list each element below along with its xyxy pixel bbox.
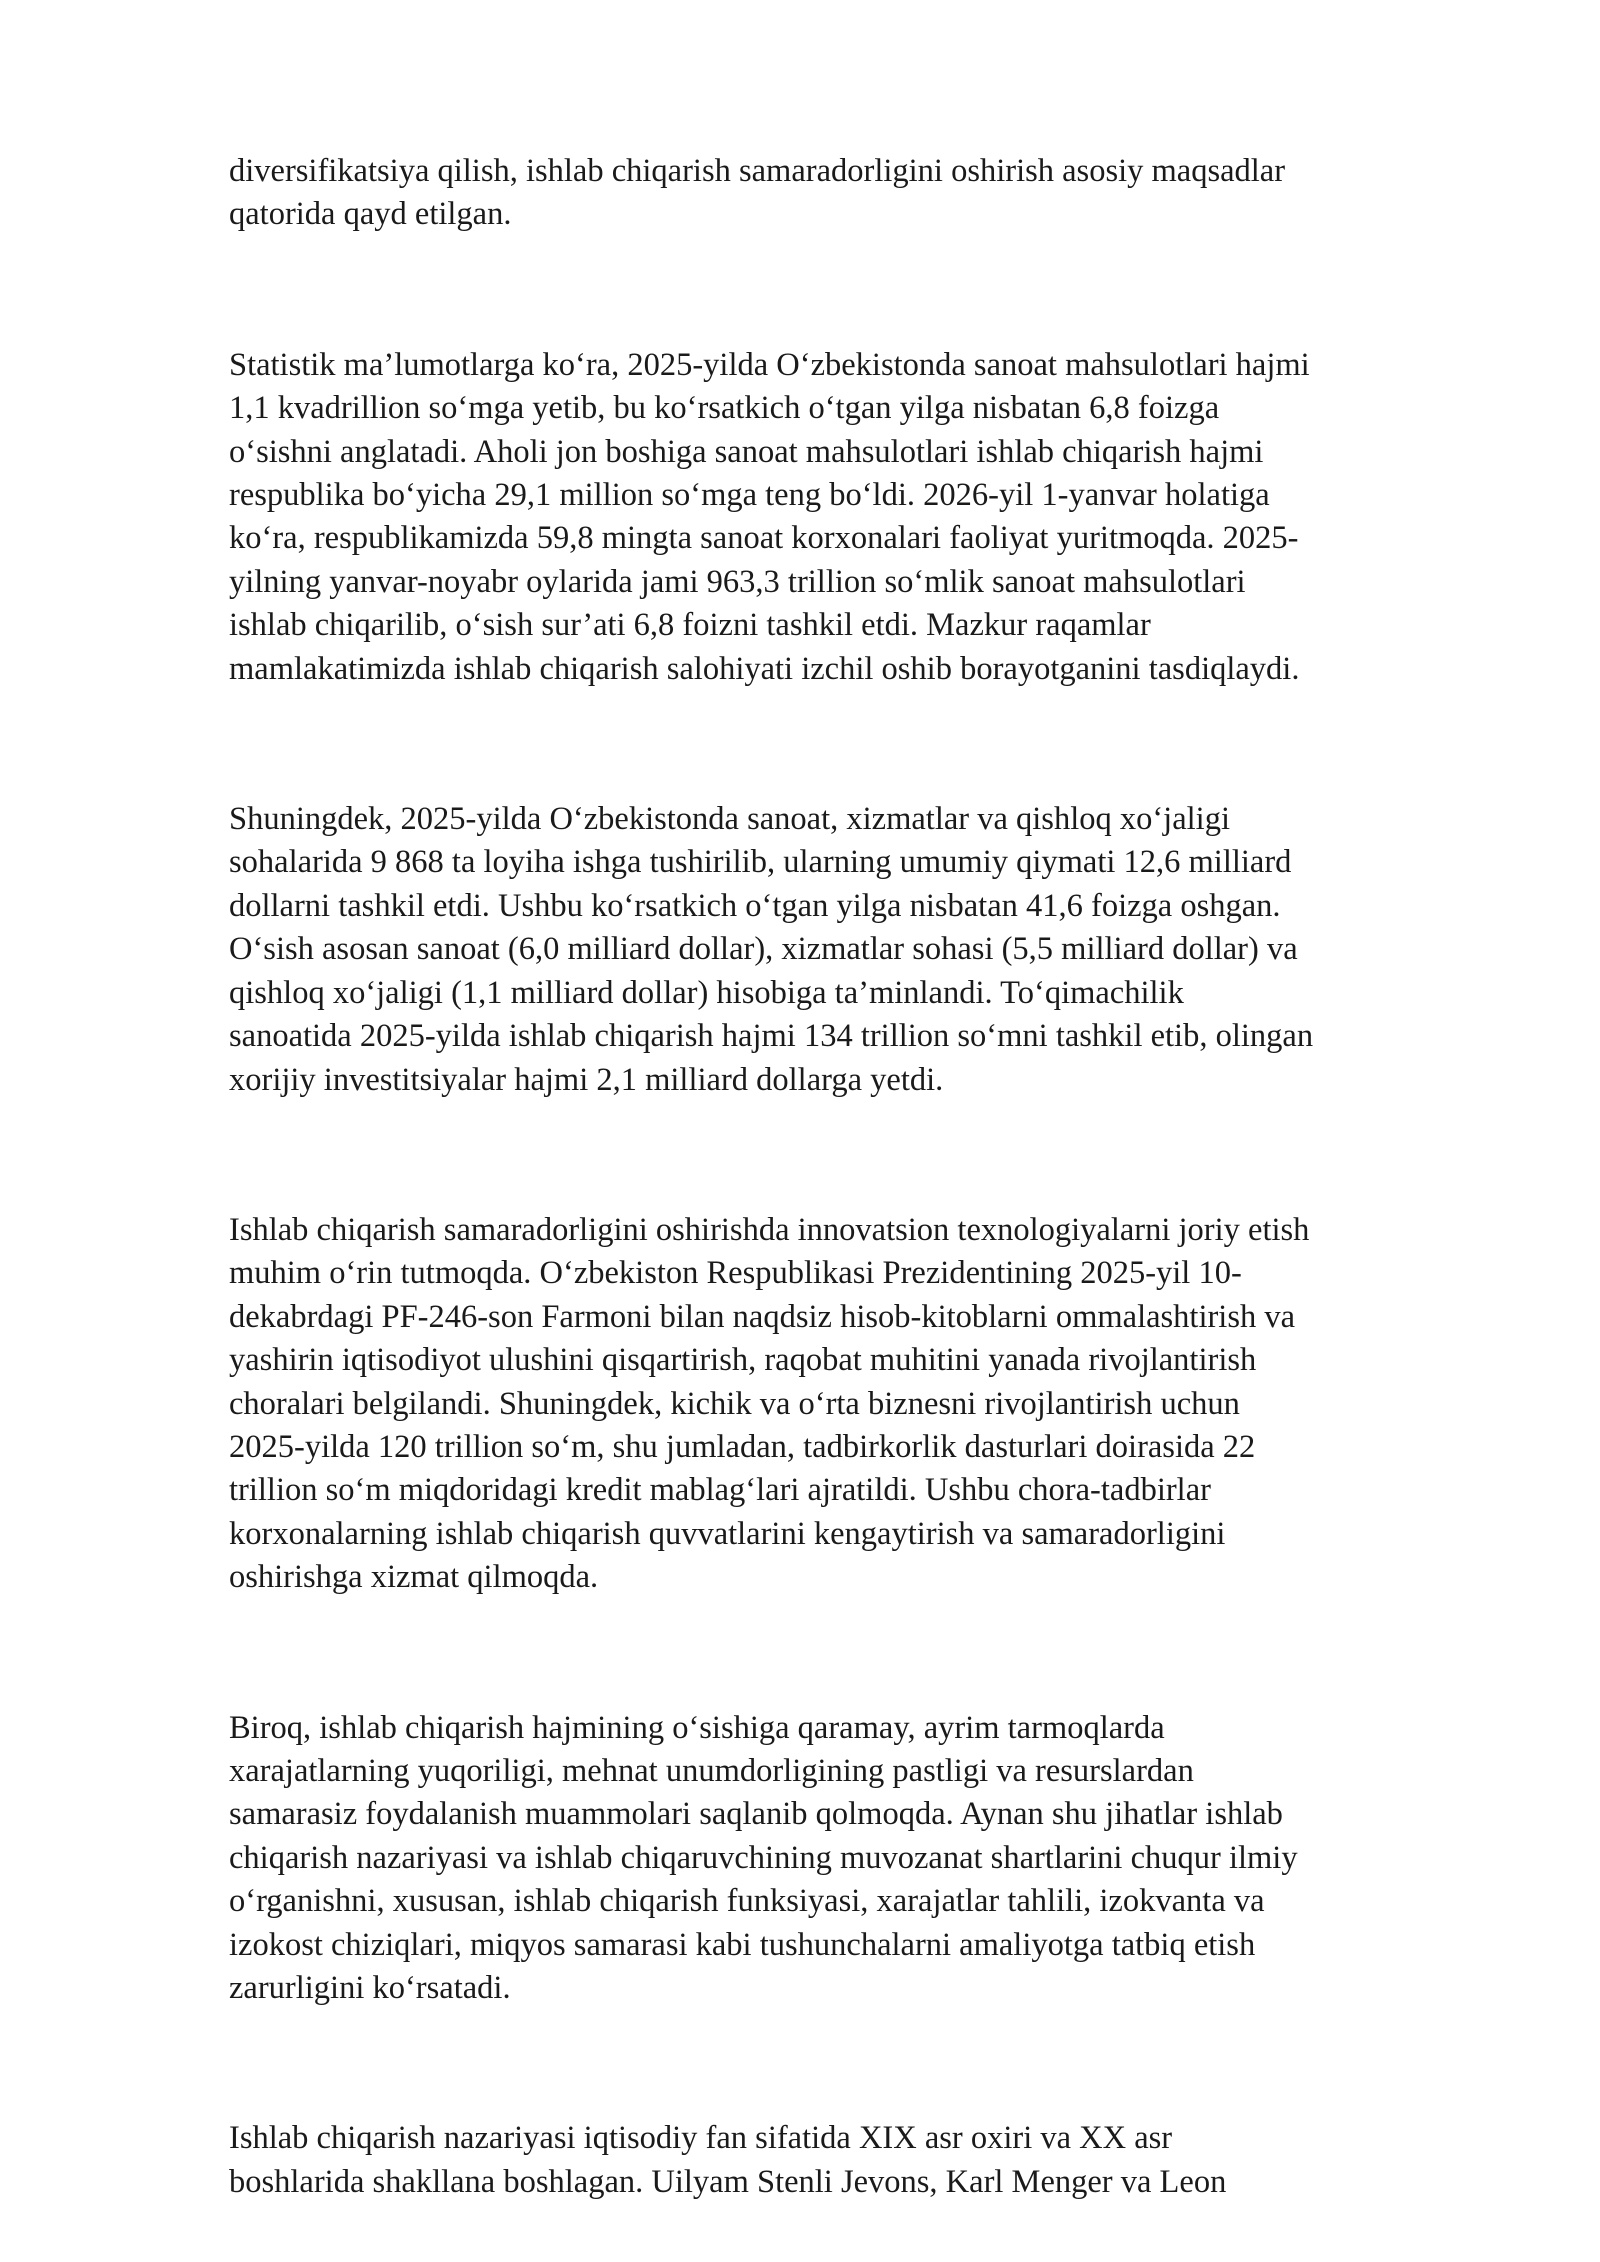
text-line: dollarni tashkil etdi. Ushbu ko‘rsatkich o‘tgan yilga nisbatan 41,6 foizga oshgan. (229, 887, 1281, 924)
text-line: izokost chiziqlari, miqyos samarasi kabi tushunchalarni amaliyotga tatbiq etish (229, 1926, 1256, 1963)
text-line: samarasiz foydalanish muammolari saqlanib qolmoqda. Aynan shu jihatlar ishlab (229, 1796, 1283, 1833)
text-line: xarajatlarning yuqoriligi, mehnat unumdorligining pastligi va resurslardan (229, 1752, 1194, 1789)
text-line: sanoatida 2025-yilda ishlab chiqarish hajmi 134 trillion so‘mni tashkil etib, olingan (229, 1018, 1314, 1055)
text-line: Ishlab chiqarish nazariyasi iqtisodiy fan sifatida XIX asr oxiri va XX asr (229, 2120, 1173, 2157)
text-line: qatorida qayd etilgan. (229, 196, 512, 233)
text-line: o‘sishni anglatadi. Aholi jon boshiga sanoat mahsulotlari ishlab chiqarish hajmi (229, 433, 1264, 470)
text-line: Statistik ma’lumotlarga ko‘ra, 2025-yilda O‘zbekistonda sanoat mahsulotlari hajmi (229, 346, 1310, 383)
text-line: choralari belgilandi. Shuningdek, kichik va o‘rta biznesni rivojlantirish uchun (229, 1385, 1240, 1422)
paragraph-statistics (229, 344, 1489, 691)
paragraph-innovation (229, 1209, 1489, 1600)
text-line: 2025-yilda 120 trillion so‘m, shu jumladan, tadbirkorlik dasturlari doirasida 22 (229, 1428, 1256, 1465)
paragraph-projects (229, 798, 1489, 1102)
text-line: mamlakatimizda ishlab chiqarish salohiyati izchil oshib borayotganini tasdiqlaydi. (229, 650, 1300, 687)
text-line: muhim o‘rin tutmoqda. O‘zbekiston Respublikasi Prezidentining 2025-yil 10- (229, 1255, 1242, 1292)
paragraph-challenges (229, 1707, 1489, 2011)
text-line: trillion so‘m miqdoridagi kredit mablag‘lari ajratildi. Ushbu chora-tadbirlar (229, 1472, 1211, 1509)
text-line: Shuningdek, 2025-yilda O‘zbekistonda sanoat, xizmatlar va qishloq xo‘jaligi (229, 801, 1230, 838)
text-line: korxonalarning ishlab chiqarish quvvatlarini kengaytirish va samaradorligini (229, 1515, 1226, 1552)
text-line: ko‘ra, respublikamizda 59,8 mingta sanoat korxonalari faoliyat yuritmoqda. 2025- (229, 520, 1299, 557)
text-line: Ishlab chiqarish samaradorligini oshirishda innovatsion texnologiyalarni joriy etish (229, 1211, 1310, 1248)
text-line: yashirin iqtisodiyot ulushini qisqartirish, raqobat muhitini yanada rivojlantirish (229, 1342, 1257, 1379)
text-line: qishloq xo‘jaligi (1,1 milliard dollar) hisobiga ta’minlandi. To‘qimachilik (229, 974, 1184, 1011)
text-line: xorijiy investitsiyalar hajmi 2,1 milliard dollarga yetdi. (229, 1061, 944, 1098)
text-line: diversifikatsiya qilish, ishlab chiqarish samaradorligini oshirish asosiy maqsadlar (229, 153, 1286, 189)
text-line: O‘sish asosan sanoat (6,0 milliard dollar), xizmatlar sohasi (5,5 milliard dollar) va (229, 931, 1298, 968)
paragraph-theory-history (229, 2117, 1489, 2204)
text-line: zarurligini ko‘rsatadi. (229, 1970, 511, 2006)
text-line: chiqarish nazariyasi va ishlab chiqaruvchining muvozanat shartlarini chuqur ilmiy (229, 1839, 1298, 1876)
text-line: dekabrdagi PF-246-son Farmoni bilan naqdsiz hisob-kitoblarni ommalashtirish va (229, 1298, 1296, 1335)
text-line: o‘rganishni, xususan, ishlab chiqarish funksiyasi, xarajatlar tahlili, izokvanta va (229, 1883, 1265, 1920)
text-line: ishlab chiqarilib, o‘sish sur’ati 6,8 foizni tashkil etdi. Mazkur raqamlar (229, 607, 1151, 644)
text-line: oshirishga xizmat qilmoqda. (229, 1559, 599, 1596)
paragraph-intro-continuation (229, 150, 1489, 237)
text-line: yilning yanvar-noyabr oylarida jami 963,3 trillion so‘mlik sanoat mahsulotlari (229, 563, 1246, 600)
text-line: Biroq, ishlab chiqarish hajmining o‘sishiga qaramay, ayrim tarmoqlarda (229, 1709, 1165, 1746)
text-line: 1,1 kvadrillion so‘mga yetib, bu ko‘rsatkich o‘tgan yilga nisbatan 6,8 foizga (229, 390, 1220, 427)
text-line: sohalarida 9 868 ta loyiha ishga tushirilib, ularning umumiy qiymati 12,6 milliard (229, 844, 1292, 881)
text-line: respublika bo‘yicha 29,1 million so‘mga teng bo‘ldi. 2026-yil 1-yanvar holatiga (229, 477, 1270, 514)
document-body (229, 150, 1489, 2204)
text-line: boshlarida shakllana boshlagan. Uilyam Stenli Jevons, Karl Menger va Leon (229, 2163, 1227, 2200)
